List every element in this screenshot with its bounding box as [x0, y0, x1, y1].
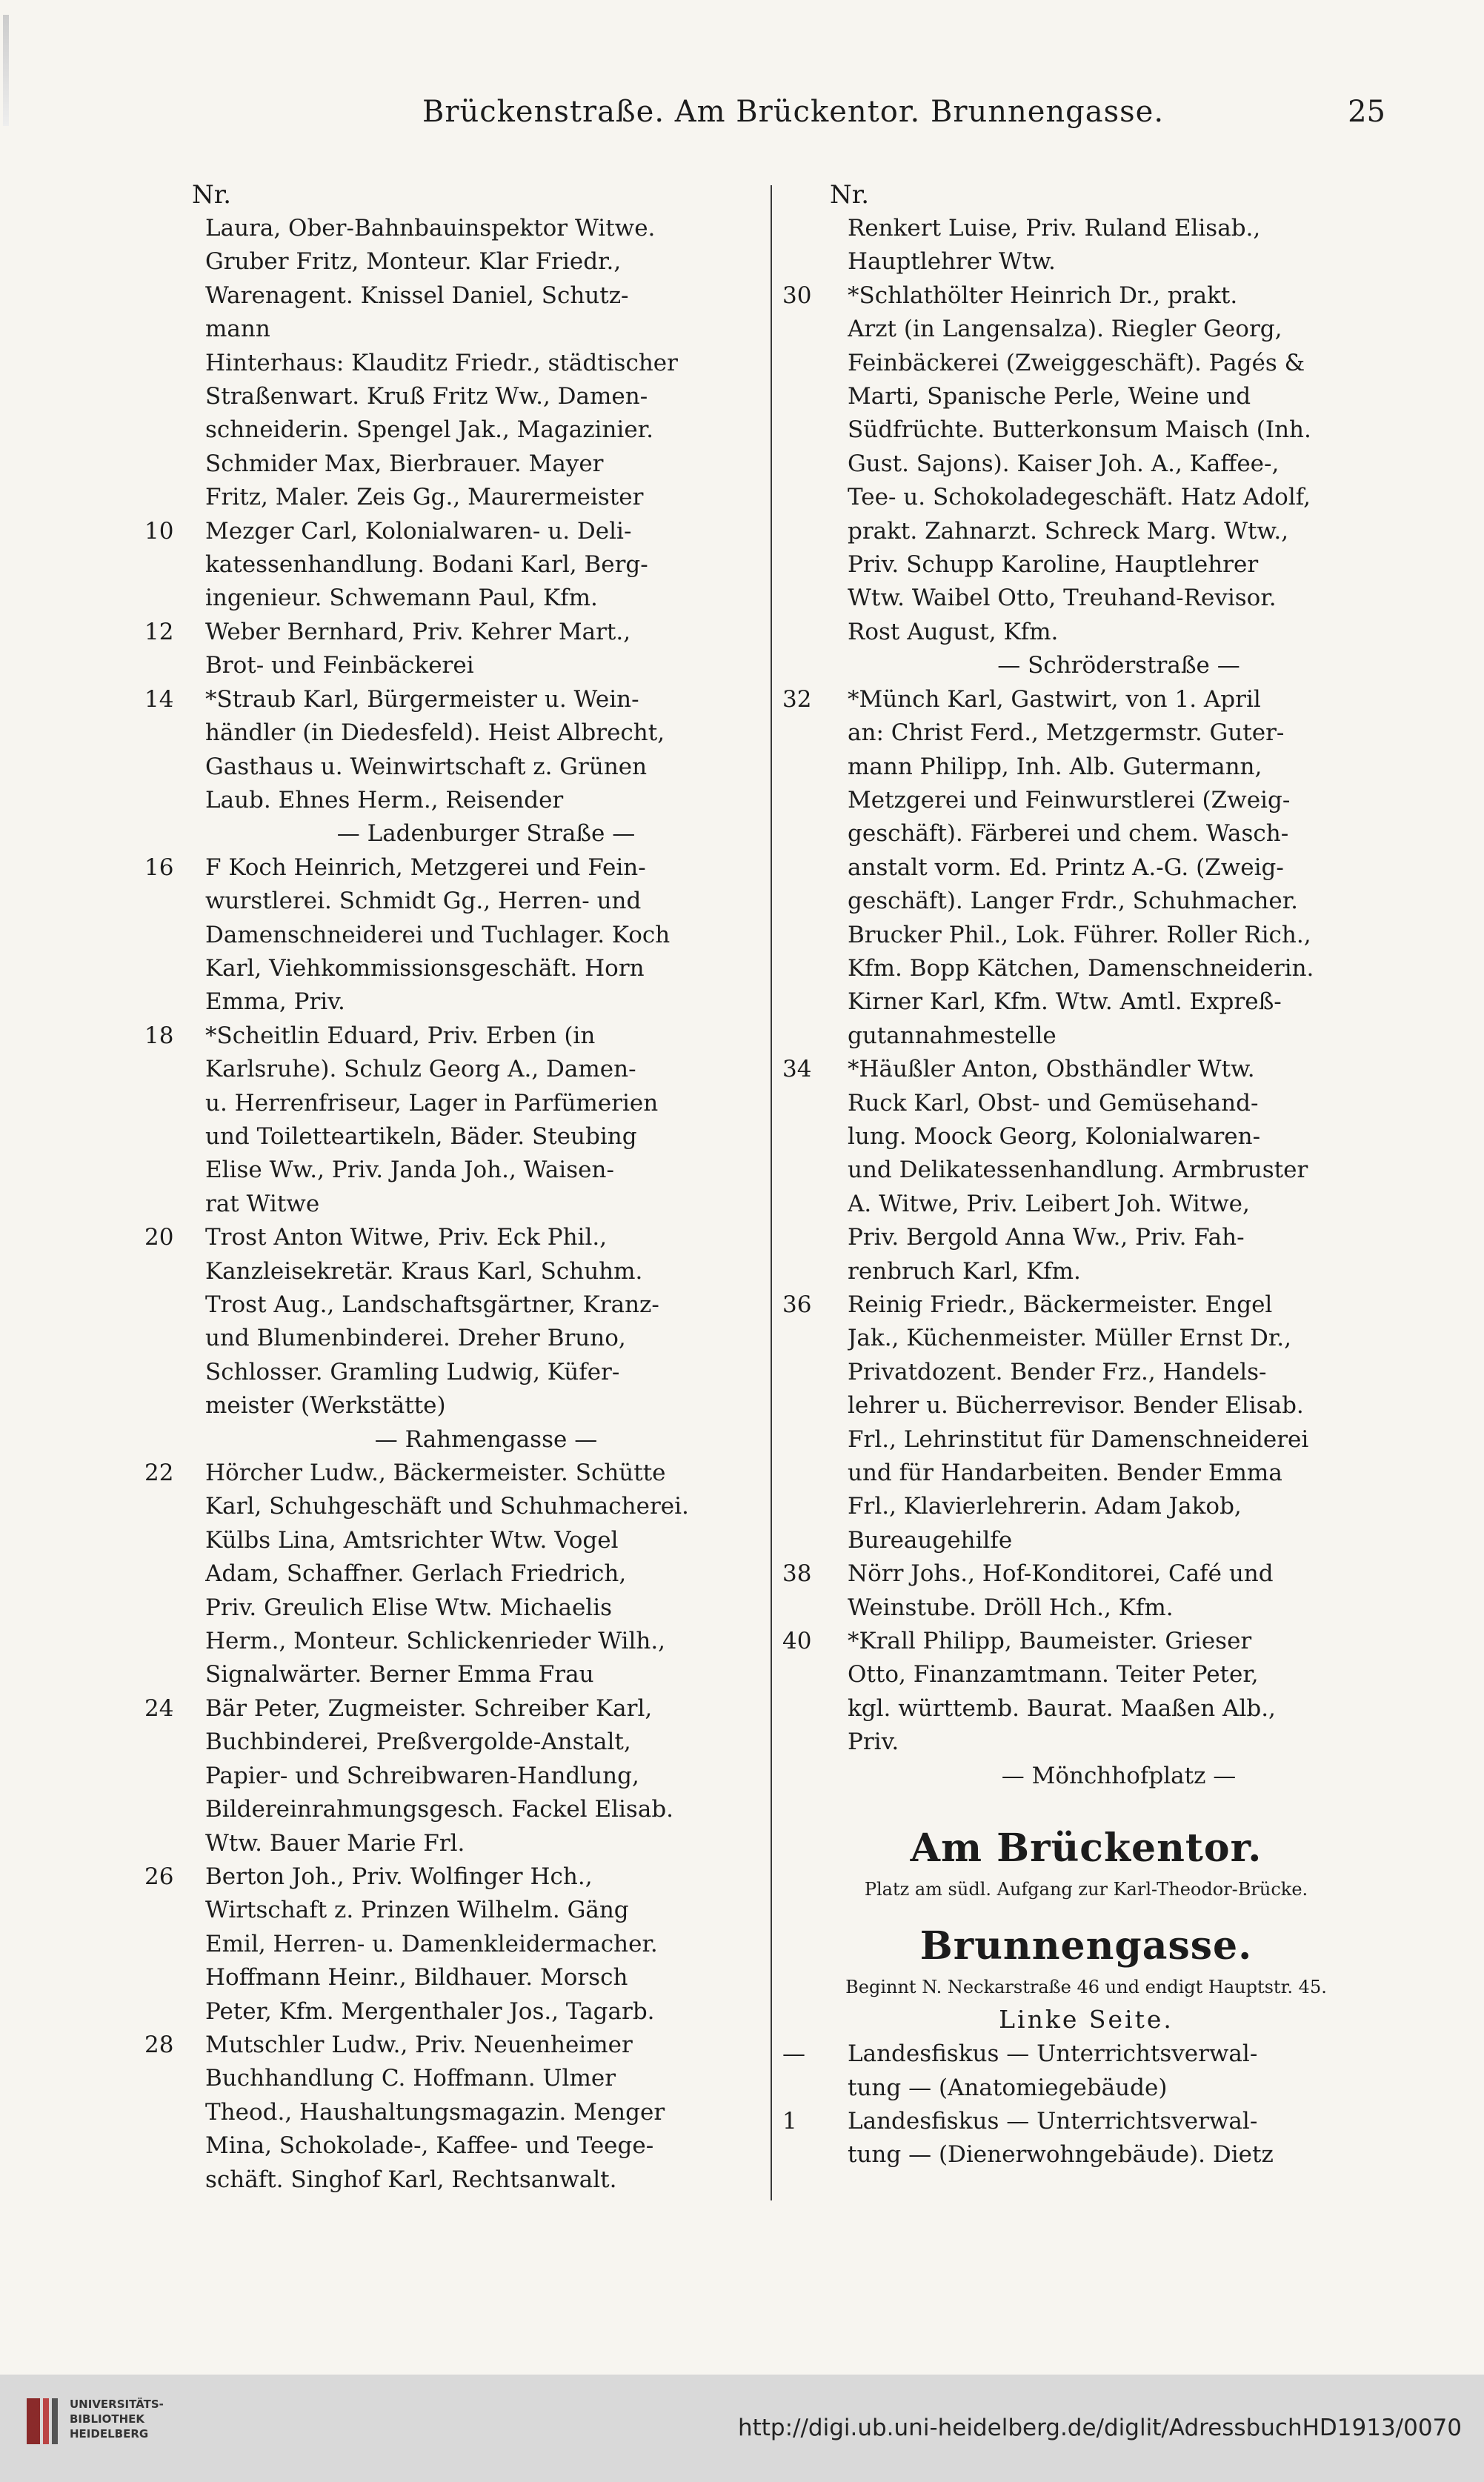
section-subline-brunnengasse: Beginnt N. Neckarstraße 46 und endigt Hauptstr. 45.: [845, 1977, 1327, 1998]
entry-line: Laub. Ehnes Herm., Reisender: [205, 786, 564, 814]
entry-line: Buchhandlung C. Hoffmann. Ulmer: [205, 2065, 616, 2092]
entry-line: Priv. Greulich Elise Wtw. Michaelis: [205, 1594, 613, 1621]
right-column: [782, 178, 1390, 2172]
house-number: 32: [782, 685, 812, 713]
entry-line: Priv. Bergold Anna Ww., Priv. Fah-: [848, 1224, 1245, 1251]
entry-line: Wtw. Waibel Otto, Treuhand-Revisor.: [848, 585, 1277, 612]
address-entry: [144, 515, 767, 616]
entry-line: Adam, Schaffner. Gerlach Friedrich,: [205, 1560, 627, 1588]
entry-line: Nörr Johs., Hof-Konditorei, Café und: [848, 1560, 1274, 1588]
entry-line: Hauptlehrer Wtw.: [848, 248, 1056, 276]
entry-line: Südfrüchte. Butterkonsum Maisch (Inh.: [848, 416, 1311, 444]
entry-line: Elise Ww., Priv. Janda Joh., Waisen-: [205, 1157, 614, 1184]
entry-line: Mina, Schokolade-, Kaffee- und Teege-: [205, 2132, 654, 2160]
house-number: 30: [782, 282, 812, 309]
entry-line: Kanzleisekretär. Kraus Karl, Schuhm.: [205, 1257, 643, 1285]
house-number: 16: [144, 854, 174, 881]
entry-line: Berton Joh., Priv. Wolfinger Hch.,: [205, 1863, 593, 1890]
entry-line: Karl, Viehkommissionsgeschäft. Horn: [205, 954, 645, 982]
entry-line: wurstlerei. Schmidt Gg., Herren- und: [205, 888, 642, 915]
house-number: 12: [144, 618, 174, 645]
entry-line: Renkert Luise, Priv. Ruland Elisab.,: [848, 215, 1261, 242]
entry-line: lehrer u. Bücherrevisor. Bender Elisab.: [848, 1392, 1304, 1420]
library-logo-icon: [25, 2395, 61, 2447]
page-title: Brückenstraße. Am Brückentor. Brunnengasse.: [422, 95, 1165, 129]
entry-line: Theod., Haushaltungsmagazin. Menger: [205, 2098, 665, 2126]
entry-line: Tee- u. Schokoladegeschäft. Hatz Adolf,: [848, 484, 1311, 511]
entry-line: A. Witwe, Priv. Leibert Joh. Witwe,: [848, 1190, 1250, 1217]
entry-line: und für Handarbeiten. Bender Emma: [848, 1460, 1282, 1487]
entry-line: Feinbäckerei (Zweiggeschäft). Pagés &: [848, 349, 1305, 376]
entry-line: Hinterhaus: Klauditz Friedr., städtischer: [205, 349, 678, 376]
entry-line: Brucker Phil., Lok. Führer. Roller Rich.,: [848, 921, 1311, 948]
entry-line: und Delikatessenhandlung. Armbruster: [848, 1157, 1308, 1184]
entry-line: Landesfiskus — Unterrichtsverwal-: [848, 2107, 1258, 2135]
entry-line: Gasthaus u. Weinwirtschaft z. Grünen: [205, 753, 648, 780]
entry-line: gutannahmestelle: [848, 1022, 1057, 1049]
entry-line: prakt. Zahnarzt. Schreck Marg. Wtw.,: [848, 517, 1289, 545]
entry-line: F Koch Heinrich, Metzgerei und Fein-: [205, 854, 646, 881]
entry-line: katessenhandlung. Bodani Karl, Berg-: [205, 551, 648, 579]
page-number: 25: [1348, 95, 1385, 129]
address-entry: [782, 2037, 1390, 2105]
address-entry: [782, 212, 1390, 279]
street-heading: — Mönchhofplatz —: [1001, 1762, 1237, 1789]
entry-line: Trost Anton Witwe, Priv. Eck Phil.,: [205, 1224, 608, 1251]
entry-line: Peter, Kfm. Mergenthaler Jos., Tagarb.: [205, 1997, 655, 2025]
entry-line: *Straub Karl, Bürgermeister u. Wein-: [205, 685, 639, 713]
entry-line: Trost Aug., Landschaftsgärtner, Kranz-: [205, 1291, 659, 1318]
entry-line: Kirner Karl, Kfm. Wtw. Amtl. Expreß-: [848, 988, 1282, 1016]
street-heading: — Ladenburger Straße —: [336, 820, 636, 848]
house-number: 1: [782, 2107, 797, 2135]
side-label: Linke Seite.: [999, 2005, 1174, 2034]
entry-line: Emma, Priv.: [205, 988, 345, 1016]
address-entry: [782, 1625, 1390, 1760]
address-entry: [144, 1692, 767, 1860]
entry-line: Otto, Finanzamtmann. Teiter Peter,: [848, 1661, 1259, 1689]
section-subline-am-brueckentor: Platz am südl. Aufgang zur Karl-Theodor-Brücke.: [864, 1879, 1308, 1900]
entry-line: Weinstube. Dröll Hch., Kfm.: [848, 1594, 1174, 1621]
entry-line: Bureaugehilfe: [848, 1526, 1013, 1554]
address-entry: [144, 212, 767, 515]
column-divider: [771, 185, 772, 2200]
entry-line: Privatdozent. Bender Frz., Handels-: [848, 1358, 1267, 1385]
address-entry: [144, 1457, 767, 1692]
house-number: 10: [144, 517, 174, 545]
entry-line: Kfm. Bopp Kätchen, Damenschneiderin.: [848, 954, 1314, 982]
house-number: 24: [144, 1694, 174, 1722]
footer-bar: [0, 2375, 1484, 2482]
entry-line: Wirtschaft z. Prinzen Wilhelm. Gäng: [205, 1897, 629, 1924]
entry-line: schäft. Singhof Karl, Rechtsanwalt.: [205, 2166, 617, 2193]
address-entry: [144, 2029, 767, 2197]
entry-line: Priv.: [848, 1729, 899, 1756]
entry-line: Hoffmann Heinr., Bildhauer. Morsch: [205, 1964, 628, 1992]
entry-line: schneiderin. Spengel Jak., Magazinier.: [205, 416, 653, 444]
house-number: 34: [782, 1056, 812, 1083]
entry-line: Weber Bernhard, Priv. Kehrer Mart.,: [205, 618, 631, 645]
nr-label: Nr.: [192, 180, 232, 210]
entry-line: Mezger Carl, Kolonialwaren- u. Deli-: [205, 517, 632, 545]
logo-line: HEIDELBERG: [70, 2427, 149, 2441]
entry-line: mann: [205, 316, 270, 343]
street-heading: — Rahmengasse —: [374, 1425, 598, 1453]
left-entries: [144, 212, 767, 2197]
entry-line: Brot- und Feinbäckerei: [205, 652, 474, 679]
entry-line: Frl., Lehrinstitut für Damenschneiderei: [848, 1425, 1309, 1453]
entry-line: Bär Peter, Zugmeister. Schreiber Karl,: [205, 1694, 653, 1722]
entry-line: Herm., Monteur. Schlickenrieder Wilh.,: [205, 1628, 666, 1655]
entry-line: Mutschler Ludw., Priv. Neuenheimer: [205, 2031, 633, 2058]
section-heading-brunnengasse: Brunnengasse.: [919, 1923, 1253, 1969]
entry-line: Külbs Lina, Amtsrichter Wtw. Vogel: [205, 1526, 619, 1554]
entry-line: Reinig Friedr., Bäckermeister. Engel: [848, 1291, 1273, 1318]
address-entry: [782, 2105, 1390, 2172]
address-entry: [782, 1557, 1390, 1625]
entry-line: *Krall Philipp, Baumeister. Grieser: [848, 1628, 1252, 1655]
address-entry: [144, 1019, 767, 1221]
address-entry: [144, 1860, 767, 2029]
entry-line: anstalt vorm. Ed. Printz A.-G. (Zweig-: [848, 854, 1284, 881]
address-entry: [782, 1288, 1390, 1557]
entry-line: *Scheitlin Eduard, Priv. Erben (in: [205, 1022, 596, 1049]
brunnengasse-entries: [782, 2037, 1390, 2172]
address-entry: [782, 279, 1390, 649]
entry-line: Wtw. Bauer Marie Frl.: [205, 1829, 465, 1857]
house-number: 36: [782, 1291, 812, 1318]
entry-line: Laura, Ober-Bahnbauinspektor Witwe.: [205, 215, 656, 242]
house-number: 22: [144, 1460, 174, 1487]
entry-line: Priv. Schupp Karoline, Hauptlehrer: [848, 551, 1259, 579]
address-entry: [782, 683, 1390, 1053]
entry-line: Frl., Klavierlehrerin. Adam Jakob,: [848, 1493, 1242, 1520]
house-number: 20: [144, 1224, 174, 1251]
entry-line: u. Herrenfriseur, Lager in Parfümerien: [205, 1089, 659, 1117]
house-number: 18: [144, 1022, 174, 1049]
entry-line: Bildereinrahmungsgesch. Fackel Elisab.: [205, 1796, 674, 1823]
street-heading: — Schröderstraße —: [997, 652, 1240, 679]
entry-line: renbruch Karl, Kfm.: [848, 1257, 1081, 1285]
entry-line: Schlosser. Gramling Ludwig, Küfer-: [205, 1358, 620, 1385]
entry-line: rat Witwe: [205, 1190, 320, 1217]
entry-line: Karlsruhe). Schulz Georg A., Damen-: [205, 1056, 636, 1083]
house-number: 40: [782, 1628, 812, 1655]
address-entry: [144, 851, 767, 1019]
entry-line: Karl, Schuhgeschäft und Schuhmacherei.: [205, 1493, 689, 1520]
house-number: 14: [144, 685, 174, 713]
entry-line: Rost August, Kfm.: [848, 618, 1059, 645]
library-logo-text: [70, 2397, 164, 2441]
entry-line: geschäft). Färberei und chem. Wasch-: [848, 820, 1289, 848]
entry-line: Hörcher Ludw., Bäckermeister. Schütte: [205, 1460, 666, 1487]
right-entries: [782, 212, 1390, 1793]
entry-line: Ruck Karl, Obst- und Gemüsehand-: [848, 1089, 1259, 1117]
entry-line: Gruber Fritz, Monteur. Klar Friedr.,: [205, 248, 622, 276]
entry-line: Metzgerei und Feinwurstlerei (Zweig-: [848, 786, 1291, 814]
house-number: 28: [144, 2031, 174, 2058]
entry-line: tung — (Anatomiegebäude): [848, 2074, 1168, 2101]
entry-line: und Blumenbinderei. Dreher Bruno,: [205, 1325, 626, 1352]
entry-line: Schmider Max, Bierbrauer. Mayer: [205, 450, 604, 477]
entry-line: und Toiletteartikeln, Bäder. Steubing: [205, 1122, 637, 1150]
address-entry: [144, 616, 767, 683]
entry-line: tung — (Dienerwohngebäude). Dietz: [848, 2141, 1274, 2169]
address-entry: [144, 683, 767, 818]
entry-line: Arzt (in Langensalza). Riegler Georg,: [848, 316, 1282, 343]
left-column: [144, 178, 767, 2197]
entry-line: Marti, Spanische Perle, Weine und: [848, 383, 1251, 410]
entry-line: an: Christ Ferd., Metzgermstr. Guter-: [848, 719, 1285, 747]
section-heading-am-brueckentor: Am Brückentor.: [910, 1826, 1262, 1872]
house-number: 38: [782, 1560, 812, 1588]
entry-line: Damenschneiderei und Tuchlager. Koch: [205, 921, 671, 948]
entry-line: geschäft). Langer Frdr., Schuhmacher.: [848, 888, 1298, 915]
house-number: 26: [144, 1863, 174, 1890]
address-entry: [782, 1053, 1390, 1288]
entry-line: ingenieur. Schwemann Paul, Kfm.: [205, 585, 598, 612]
entry-line: *Schlathölter Heinrich Dr., prakt.: [848, 282, 1238, 309]
entry-line: Emil, Herren- u. Damenkleidermacher.: [205, 1930, 658, 1957]
entry-line: Straßenwart. Kruß Fritz Ww., Damen-: [205, 383, 648, 410]
entry-line: Gust. Sajons). Kaiser Joh. A., Kaffee-,: [848, 450, 1280, 477]
logo-line: BIBLIOTHEK: [70, 2412, 144, 2426]
entry-line: kgl. württemb. Baurat. Maaßen Alb.,: [848, 1694, 1276, 1722]
entry-line: Signalwärter. Berner Emma Frau: [205, 1661, 594, 1689]
entry-line: *Münch Karl, Gastwirt, von 1. April: [848, 685, 1261, 713]
entry-line: Papier- und Schreibwaren-Handlung,: [205, 1762, 639, 1789]
entry-line: meister (Werkstätte): [205, 1392, 446, 1420]
entry-line: Fritz, Maler. Zeis Gg., Maurermeister: [205, 484, 644, 511]
nr-label: Nr.: [830, 180, 870, 210]
entry-line: Buchbinderei, Preßvergolde-Anstalt,: [205, 1729, 631, 1756]
entry-line: Jak., Küchenmeister. Müller Ernst Dr.,: [848, 1325, 1291, 1352]
house-number: —: [782, 2040, 805, 2068]
entry-line: mann Philipp, Inh. Alb. Gutermann,: [848, 753, 1262, 780]
source-url[interactable]: http://digi.ub.uni-heidelberg.de/diglit/AdressbuchHD1913/0070: [737, 2415, 1462, 2441]
entry-line: lung. Moock Georg, Kolonialwaren-: [848, 1122, 1261, 1150]
entry-line: Warenagent. Knissel Daniel, Schutz-: [205, 282, 629, 309]
entry-line: Landesfiskus — Unterrichtsverwal-: [848, 2040, 1258, 2068]
entry-line: *Häußler Anton, Obsthändler Wtw.: [848, 1056, 1255, 1083]
address-entry: [144, 1221, 767, 1423]
scan-edge-mark: [3, 15, 9, 126]
page-header: [170, 95, 1385, 139]
entry-line: händler (in Diedesfeld). Heist Albrecht,: [205, 719, 665, 747]
logo-line: UNIVERSITÄTS-: [70, 2398, 164, 2411]
